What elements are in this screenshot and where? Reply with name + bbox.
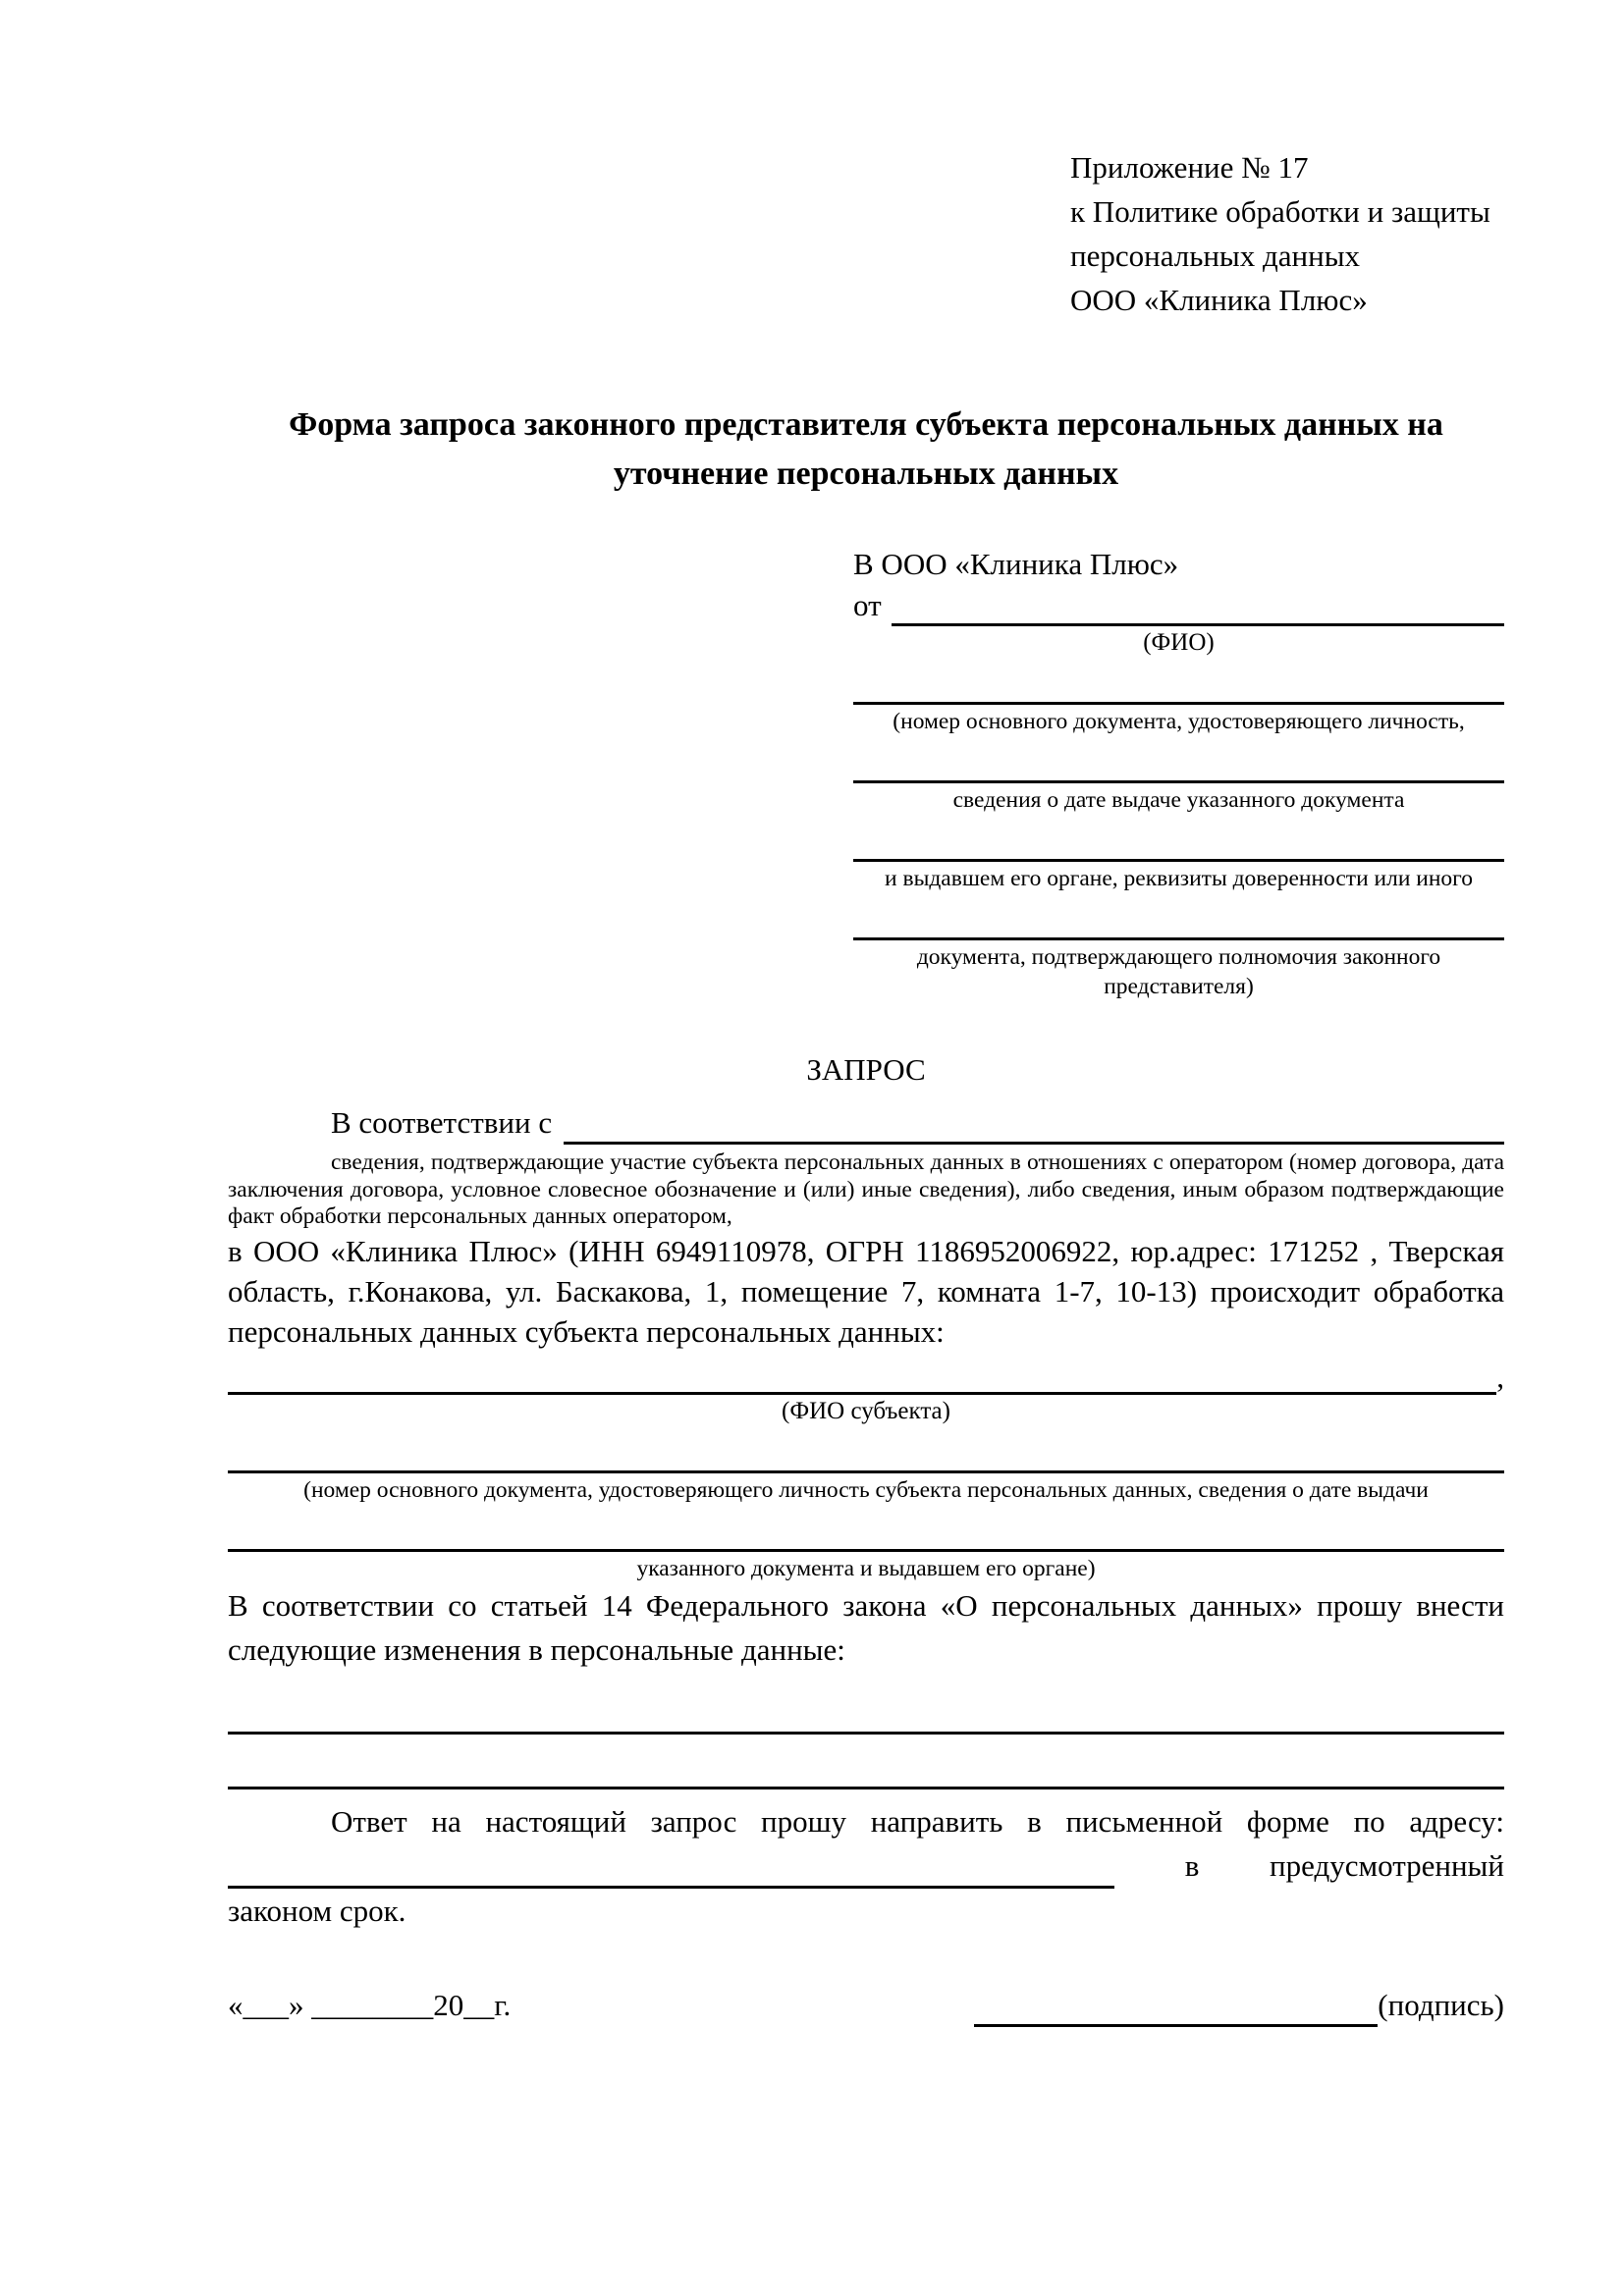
- appendix-policy-line-2: персональных данных: [1070, 239, 1361, 273]
- appendix-organization: ООО «Клиника Плюс»: [1070, 283, 1368, 317]
- subject-fio-row: [228, 1356, 1504, 1395]
- appendix-number: Приложение № 17: [1070, 150, 1309, 185]
- subject-document-blank-line-2: [228, 1519, 1504, 1552]
- from-blank-line: [892, 591, 1504, 626]
- subject-document-caption-2: указанного документа и выдавшем его органе): [636, 1555, 1096, 1581]
- opening-row: [228, 1101, 1504, 1145]
- date-signature-row: [228, 1984, 1504, 2027]
- subject-document-caption-1: (номер основного документа, удостоверяющего личность субъекта персональных данных, сведения о дате выдачи: [303, 1476, 1429, 1503]
- from-label: от: [853, 588, 882, 622]
- blank-line-representative-authority: [853, 907, 1504, 940]
- reply-tail-word-2: предусмотренный: [1270, 1847, 1504, 1883]
- changes-blank-line-2: [228, 1756, 1504, 1789]
- signature-blank-line: [974, 1990, 1378, 2027]
- subject-fio-blank-line: [228, 1362, 1496, 1395]
- opening-phrase: В соответствии с: [331, 1105, 553, 1140]
- date-line: «___» ________20__г.: [228, 1987, 512, 2022]
- representative-authority-group: [853, 907, 1504, 1001]
- opening-blank-line: [564, 1109, 1504, 1145]
- operator-paragraph: в ООО «Клиника Плюс» (ИНН 6949110978, ОГРН 1186952006922, юр.адрес: 171252 , Тверская область, г.Конакова, ул. Баскакова, 1, помещение 7, комната 1-7, 10-13) происходит обработка персональных данных субъекта персональных данных:: [228, 1233, 1504, 1349]
- document-title: Форма запроса законного представителя субъекта персональных данных на уточнение персональных данных: [289, 406, 1443, 492]
- caption-issuing-authority: и выдавшем его органе, реквизиты доверенности или иного: [885, 866, 1473, 891]
- blank-line-issuing-authority: [853, 828, 1504, 862]
- changes-blank-line-1: [228, 1701, 1504, 1735]
- trailing-comma: ,: [1496, 1359, 1504, 1394]
- reply-tail-word-1: в: [1184, 1847, 1200, 1883]
- address-blank-line: [228, 1851, 1114, 1889]
- issue-date-group: [853, 750, 1504, 815]
- addressee-organization: В ООО «Клиника Плюс»: [853, 547, 1179, 581]
- signature-caption: (подпись): [1378, 1987, 1504, 2022]
- subject-document-blank-line-1: [228, 1440, 1504, 1473]
- law-paragraph: В соответствии со статьей 14 Федерального закона «О персональных данных» прошу внести следующие изменения в персональные данные:: [228, 1587, 1504, 1667]
- subject-fio-caption: (ФИО субъекта): [782, 1397, 950, 1424]
- blank-line-document-number: [853, 671, 1504, 705]
- issuing-authority-group: [853, 828, 1504, 893]
- caption-representative-authority: документа, подтверждающего полномочия законного представителя): [916, 944, 1441, 999]
- address-row: [228, 1843, 1504, 1889]
- request-heading: ЗАПРОС: [806, 1052, 926, 1087]
- reply-end-text: законом срок.: [228, 1893, 406, 1928]
- document-number-group: [853, 671, 1504, 736]
- reply-paragraph: Ответ на настоящий запрос прошу направить в письменной форме по адресу:: [331, 1803, 1504, 1839]
- caption-issue-date: сведения о дате выдаче указанного документа: [952, 787, 1405, 813]
- appendix-header-block: [1070, 145, 1504, 322]
- caption-document-number: (номер основного документа, удостоверяющего личность,: [893, 709, 1465, 734]
- signature-group: [974, 1984, 1504, 2027]
- addressee-block: [853, 544, 1504, 1001]
- appendix-policy-line: к Политике обработки и защиты: [1070, 194, 1490, 229]
- from-row: [853, 585, 1504, 626]
- blank-line-issue-date: [853, 750, 1504, 783]
- footnote-text: сведения, подтверждающие участие субъекта персональных данных в отношениях с оператором (номер договора, дата заключения договора, условное словесное обозначение и (или) иные сведения), либо сведения, иным образом подтверждающие факт обработки персональных данных оператором,: [228, 1149, 1504, 1229]
- document-content: [228, 145, 1504, 2027]
- fio-caption: (ФИО): [1143, 629, 1215, 656]
